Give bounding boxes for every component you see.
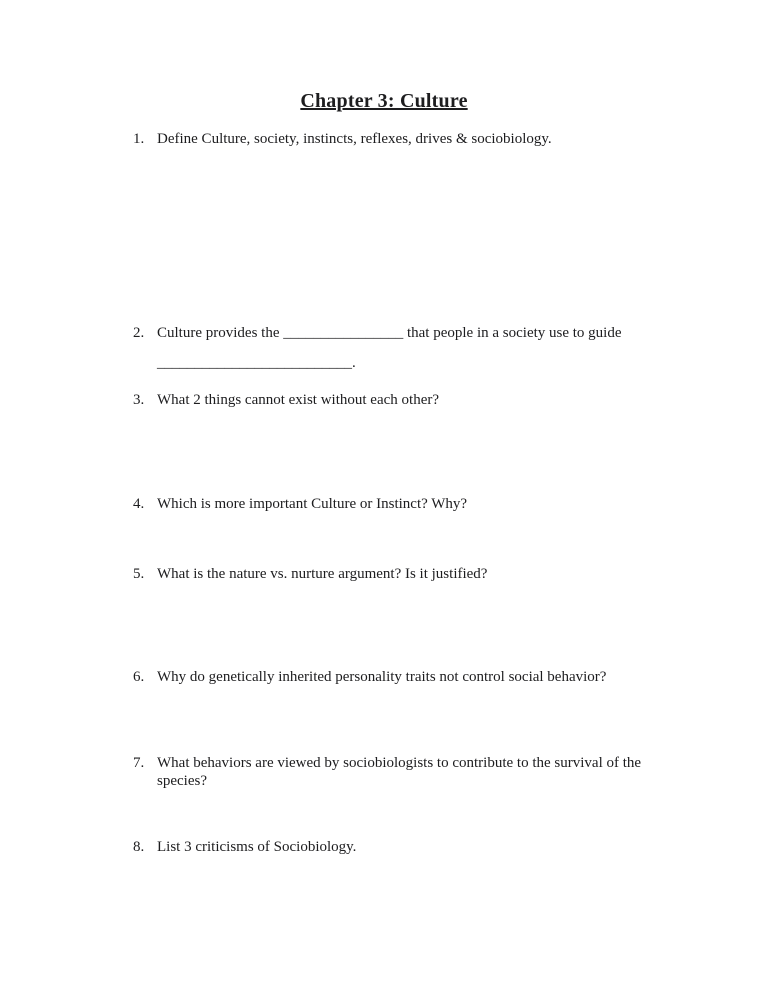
question-7-continuation bbox=[157, 772, 207, 790]
question-6-text: Why do genetically inherited personality traits not control social behavior? bbox=[157, 669, 607, 685]
question-6 bbox=[133, 668, 606, 686]
question-2 bbox=[133, 324, 622, 342]
question-8-text: List 3 criticisms of Sociobiology. bbox=[157, 839, 357, 855]
question-5-number: 5. bbox=[133, 566, 145, 582]
question-2-continuation bbox=[157, 354, 356, 372]
question-1-text: Define Culture, society, instincts, reflexes, drives & sociobiology. bbox=[157, 131, 552, 147]
question-7-number: 7. bbox=[133, 755, 145, 771]
question-2-blank-line: __________________________. bbox=[157, 355, 356, 371]
question-7-text-line2: species? bbox=[157, 773, 207, 789]
question-1 bbox=[133, 130, 552, 148]
question-2-text: Culture provides the ________________ that people in a society use to guide bbox=[157, 325, 622, 341]
page-title: Chapter 3: Culture bbox=[300, 90, 468, 112]
question-5-text: What is the nature vs. nurture argument? Is it justified? bbox=[157, 566, 488, 582]
question-3-text: What 2 things cannot exist without each other? bbox=[157, 392, 440, 408]
question-2-number: 2. bbox=[133, 325, 145, 341]
question-3-number: 3. bbox=[133, 392, 145, 408]
question-1-number: 1. bbox=[133, 131, 145, 147]
question-7-text: What behaviors are viewed by sociobiologists to contribute to the survival of the bbox=[157, 755, 642, 771]
question-4 bbox=[133, 495, 467, 513]
question-8 bbox=[133, 838, 356, 856]
question-4-number: 4. bbox=[133, 496, 145, 512]
question-8-number: 8. bbox=[133, 839, 145, 855]
question-5 bbox=[133, 565, 487, 583]
question-3 bbox=[133, 391, 439, 409]
question-7 bbox=[133, 754, 641, 772]
question-4-text: Which is more important Culture or Instinct? Why? bbox=[157, 496, 468, 512]
question-6-number: 6. bbox=[133, 669, 145, 685]
